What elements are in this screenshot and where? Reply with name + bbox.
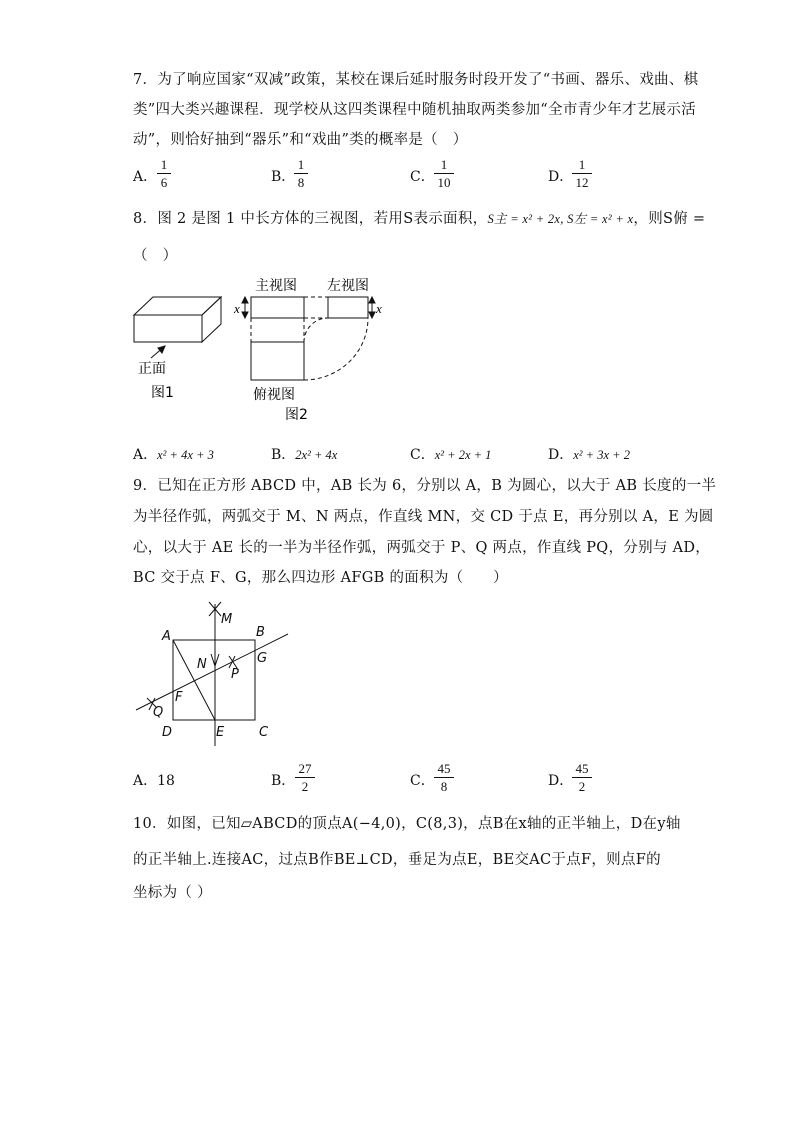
q9-option-c[interactable]: [410, 770, 435, 790]
front-arrow: [151, 346, 165, 358]
front-face-label: 正面: [138, 361, 166, 377]
denominator: 12: [575, 175, 589, 190]
label-f: F: [175, 690, 183, 705]
q9-option-a[interactable]: [133, 770, 175, 790]
q7-option-c[interactable]: [410, 166, 435, 186]
segment-ae: [173, 640, 215, 720]
q7-option-a[interactable]: [133, 166, 157, 186]
label-d: D: [162, 725, 173, 740]
x-label-right: x: [376, 301, 382, 316]
q10-text-line2: 的正半轴上.连接AC，过点B作BE⊥CD，垂足为点E，BE交AC于点F，则点F的: [133, 852, 661, 868]
cuboid-top-face: [134, 297, 221, 315]
front-view-label: 主视图: [255, 278, 297, 294]
q8-text-line2: （ ）: [133, 248, 178, 264]
q9-option-d[interactable]: [548, 770, 573, 790]
option-label: A．: [133, 447, 158, 463]
numerator: 45: [572, 761, 592, 778]
numerator: 1: [572, 157, 592, 174]
label-n: N: [197, 657, 207, 672]
q9-option-b-fraction: [295, 761, 315, 795]
q10-text-line3: 坐标为（ ）: [133, 885, 212, 901]
option-label: D．: [548, 447, 574, 463]
q8-option-d[interactable]: [548, 444, 630, 464]
q8-text-end: ，则S俯 =: [633, 211, 706, 227]
numerator: 1: [157, 157, 171, 174]
denominator: 6: [160, 175, 168, 190]
q7-option-c-fraction: [434, 157, 454, 191]
dimension-x-right: [369, 297, 375, 318]
q7-option-d[interactable]: [548, 166, 573, 186]
denominator: 2: [301, 779, 309, 794]
option-text: x² + 2x + 1: [434, 448, 492, 462]
q10-text-line1: 10．如图，已知▱ABCD的顶点A(−4,0)，C(8,3)，点B在x轴的正半轴上，D在y轴: [133, 816, 681, 832]
label-p: P: [231, 667, 239, 682]
top-view-rect: [251, 342, 304, 380]
option-text: 18: [157, 773, 175, 789]
figure1-caption: 图1: [151, 385, 174, 401]
q8-figure: [125, 272, 405, 427]
numerator: 1: [294, 157, 308, 174]
q7-option-a-fraction: [157, 157, 171, 191]
figure2-caption: 图2: [285, 407, 308, 423]
option-label: C．: [410, 447, 435, 463]
option-text: x² + 3x + 2: [573, 448, 630, 462]
numerator: 27: [295, 761, 315, 778]
numerator: 45: [434, 761, 454, 778]
projection-lines: [251, 297, 368, 380]
line-pq: [136, 634, 288, 710]
top-view-label: 俯视图: [253, 387, 295, 403]
left-view-rect: [328, 297, 368, 318]
q7-option-b-fraction: [294, 157, 308, 191]
cuboid-front-face: [134, 315, 202, 342]
denominator: 2: [578, 779, 586, 794]
numerator: 1: [434, 157, 454, 174]
label-e: E: [216, 725, 225, 740]
q8-option-c[interactable]: [410, 444, 491, 464]
q7-option-b[interactable]: [271, 166, 295, 186]
label-m: M: [221, 612, 233, 627]
option-text: 2x² + 4x: [295, 448, 338, 462]
q9-text-line2: 为半径作弧，两弧交于 M、N 两点，作直线 MN，交 CD 于点 E，再分别以 A，E 为圆: [133, 509, 714, 525]
front-view-rect: [251, 297, 304, 318]
q8-text-lead: 8．图 2 是图 1 中长方体的三视图，若用S表示面积，: [133, 211, 488, 227]
q7-text-line1: 7．为了响应国家“双减”政策，某校在课后延时服务时段开发了“书画、器乐、戏曲、棋: [133, 72, 699, 88]
q9-text-line3: 心，以大于 AE 长的一半为半径作弧，两弧交于 P、Q 两点，作直线 PQ，分别与 AD，: [133, 540, 711, 556]
q9-figure: [125, 598, 300, 750]
option-label: B．: [271, 773, 296, 789]
denominator: 8: [297, 175, 305, 190]
option-label: D．: [548, 773, 574, 789]
denominator: 10: [437, 175, 451, 190]
q8-text-line1: [133, 207, 705, 228]
label-a: A: [162, 629, 171, 644]
q7-text-line2: 类”四大类兴趣课程．现学校从这四类课程中随机抽取两类参加“全市青少年才艺展示活: [133, 102, 697, 118]
dimension-x-left: [242, 297, 248, 318]
label-g: G: [257, 651, 268, 666]
q8-option-b[interactable]: [271, 444, 337, 464]
q9-option-c-fraction: [434, 761, 454, 795]
cuboid-drawing: [134, 297, 221, 342]
option-label: C．: [410, 773, 435, 789]
square-abcd: [173, 640, 255, 720]
q9-text-line4: BC 交于点 F、G，那么四边形 AFGB 的面积为（ ）: [133, 570, 508, 586]
cuboid-side-face: [202, 297, 221, 342]
left-view-label: 左视图: [327, 278, 369, 294]
q7-option-d-fraction: [572, 157, 592, 191]
label-c: C: [259, 725, 269, 740]
q8-formula: S主 = x² + 2x, S左 = x² + x: [487, 212, 634, 226]
option-label: B．: [271, 169, 296, 185]
q9-option-d-fraction: [572, 761, 592, 795]
denominator: 8: [440, 779, 448, 794]
q7-text-line3: 动”，则恰好抽到“器乐”和“戏曲”类的概率是（ ）: [133, 132, 468, 148]
q9-option-b[interactable]: [271, 770, 295, 790]
option-label: C．: [410, 169, 435, 185]
option-label: A．: [133, 169, 158, 185]
option-label: A．: [133, 773, 158, 789]
q9-text-line1: 9．已知在正方形 ABCD 中，AB 长为 6，分别以 A，B 为圆心，以大于 AB 长度的一半: [133, 478, 717, 494]
option-text: x² + 4x + 3: [157, 448, 214, 462]
option-label: B．: [271, 447, 296, 463]
q8-option-a[interactable]: [133, 444, 214, 464]
x-label-left: x: [234, 301, 240, 316]
label-q: Q: [153, 705, 164, 720]
label-b: B: [256, 625, 265, 640]
option-label: D．: [548, 169, 574, 185]
